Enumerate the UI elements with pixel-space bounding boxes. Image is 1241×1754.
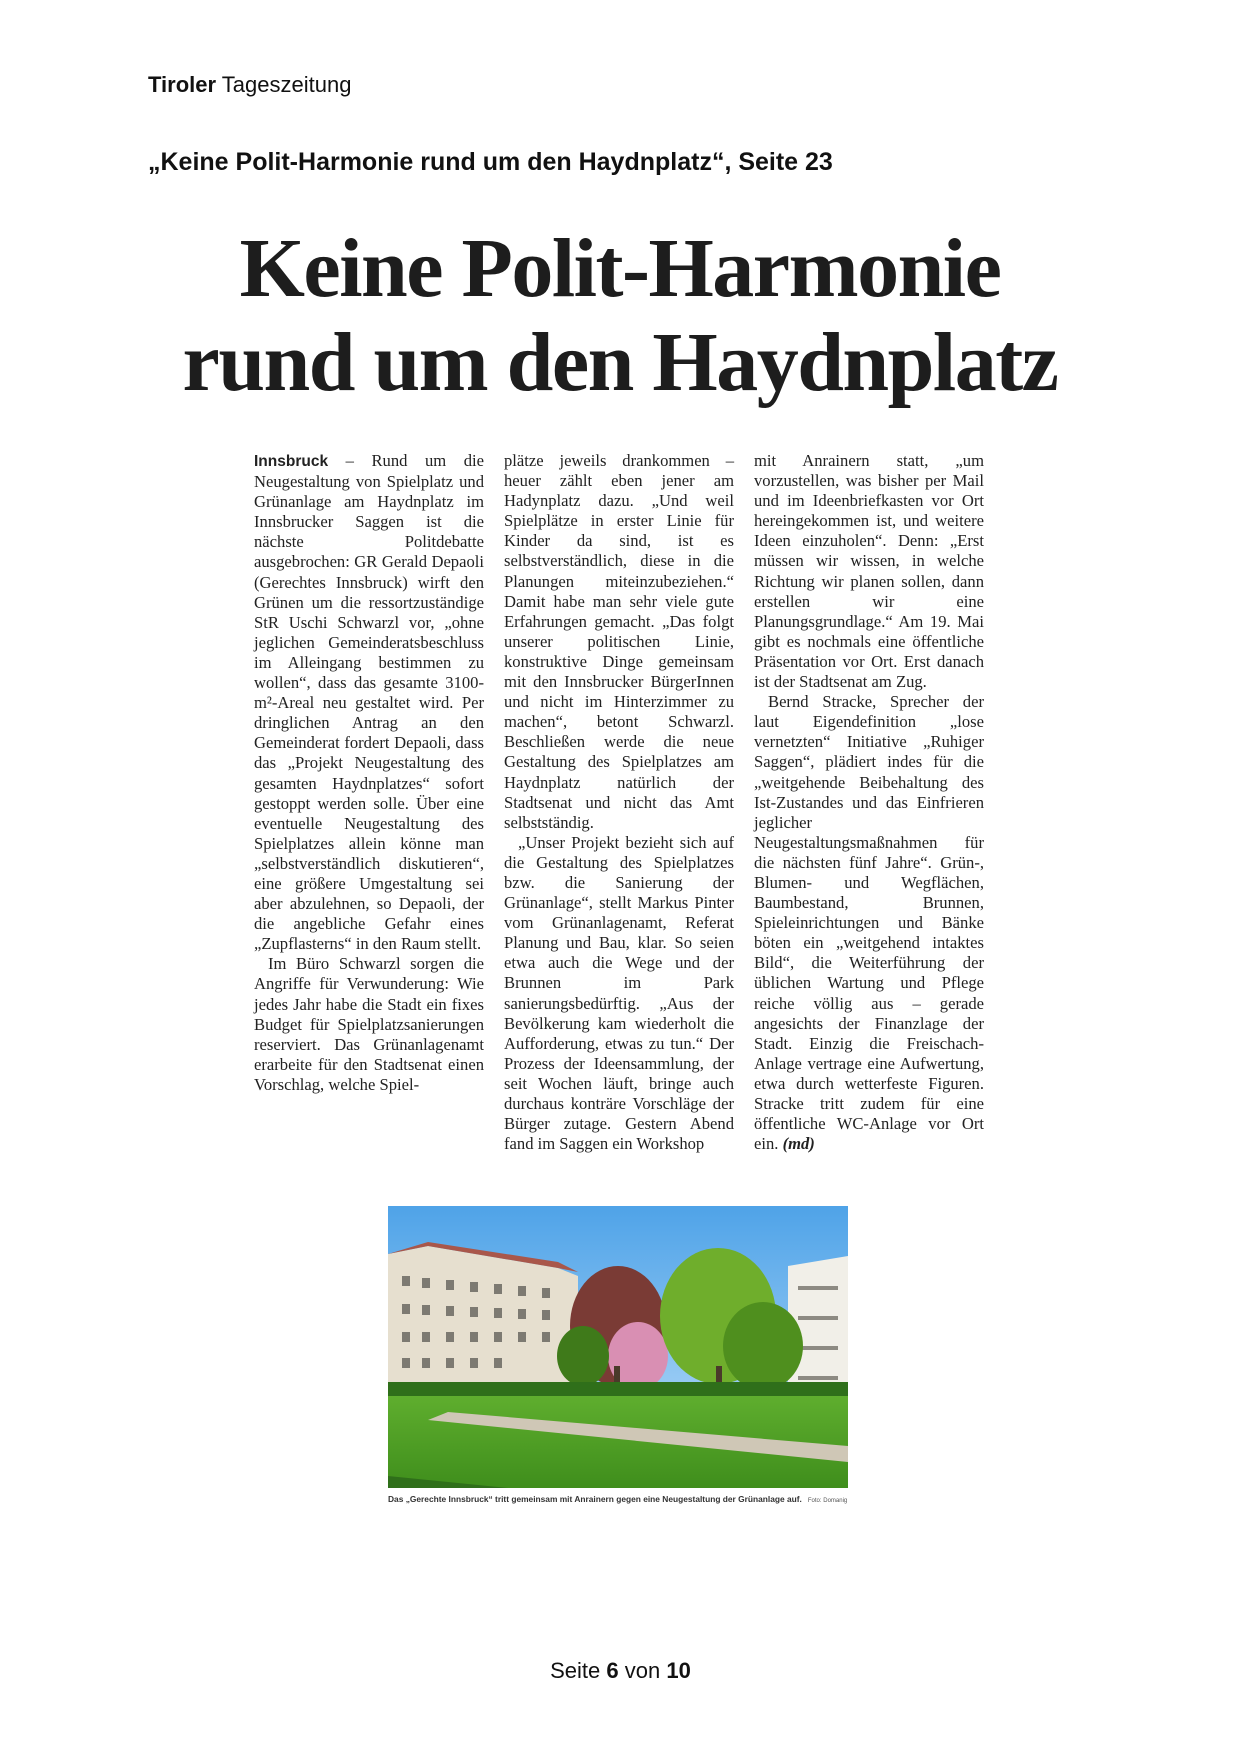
article-photo bbox=[388, 1206, 848, 1488]
publication-name bbox=[148, 72, 351, 98]
document-heading: „Keine Polit-Harmonie rund um den Haydnplatz“, Seite 23 bbox=[148, 148, 833, 176]
footer-prefix: Seite bbox=[550, 1658, 601, 1683]
photo-caption bbox=[388, 1494, 848, 1504]
article-paragraph: plätze jeweils drankommen – heuer zählt eben jener am Hadynplatz dazu. „Und weil Spielplätze in erster Linie für Kinder da sind, ist es selbstverständlich, diese in die Planungen miteinzubeziehen.“ Damit habe man sehr viele gute Erfahrungen gemacht. „Das folgt unserer politischen Linie, konstruktive Dinge gemeinsam mit den Innsbrucker BürgerInnen und nicht im Hinterzimmer zu machen“, betont Schwarzl. Beschließen werde die neue Gestaltung des Spielplatzes am Haydnplatz natürlich der Stadtsenat und nicht das Amt selbstständig. bbox=[504, 451, 734, 832]
article-headline bbox=[150, 222, 1090, 410]
photo-credit: Foto: Domanig bbox=[807, 1498, 848, 1504]
headline-line-1: Keine Polit-Harmonie bbox=[239, 222, 1001, 315]
article-column-3 bbox=[754, 451, 984, 1154]
article-paragraph bbox=[254, 451, 484, 954]
publication-name-rest: Tageszeitung bbox=[221, 72, 352, 97]
paragraph-text: Rund um die Neugestaltung von Spielplatz und Grünanlage am Haydnplatz im Innsbrucker Saggen ist die nächste Politdebatte ausgebrochen: GR Gerald Depaoli (Gerechtes Innsbruck) wirft den Grünen um die ressortzuständige StR Uschi Schwarzl vor, „ohne jeglichen Gemeinderatsbeschluss im Alleingang bestimmen zu wollen“, dass das gesamte 3100-m²-Areal neu gestaltet wird. Per dringlichen Antrag an den Gemeinderat fordert Depaoli, dass das „Projekt Neugestaltung des gesamten Haydnplatzes“ sofort gestoppt werden solle. Über eine eventuelle Neugestaltung des Spielplatzes allein könne man „selbstverständlich diskutieren“, eine größere Umgestaltung sei aber abzulehnen, so Depaoli, der die angebliche Gefahr eines „Zupflasterns“ in den Raum stellt. bbox=[254, 451, 484, 954]
dateline-dash: – bbox=[345, 451, 354, 470]
current-page-number: 6 bbox=[606, 1658, 619, 1683]
footer-middle: von bbox=[624, 1658, 661, 1683]
author-signature: (md) bbox=[782, 1134, 815, 1154]
article-body bbox=[254, 451, 984, 1154]
article-paragraph: „Unser Projekt bezieht sich auf die Gestaltung des Spielplatzes bzw. die Sanierung der Grünanlage“, stellt Markus Pinter vom Grünanlagenamt, Referat Planung und Bau, klar. So seien etwa auch die Wege und der Brunnen im Park sanierungsbedürftig. „Aus der Bevölkerung kam wiederholt die Aufforderung, etwas zu tun.“ Der Prozess der Ideensammlung, der seit Wochen läuft, bringe auch durchaus konträre Vorschläge der Bürger zutage. Gestern Abend fand im Saggen ein Workshop bbox=[504, 832, 734, 1154]
article-column-1 bbox=[254, 451, 484, 1154]
page-footer bbox=[0, 1658, 1241, 1684]
article-paragraph bbox=[754, 692, 984, 1154]
headline-line-2: rund um den Haydnplatz bbox=[182, 316, 1058, 409]
caption-text: Das „Gerechte Innsbruck“ tritt gemeinsam mit Anrainern gegen eine Neugestaltung der Grünanlage auf. bbox=[388, 1494, 802, 1504]
park-photo-illustration bbox=[388, 1206, 848, 1488]
article-column-2 bbox=[504, 451, 734, 1154]
article-paragraph: Im Büro Schwarzl sorgen die Angriffe für Verwunderung: Wie jedes Jahr habe die Stadt ein fixes Budget für Spielplatzsanierungen reserviert. Das Grünanlagenamt erarbeite für den Stadtsenat einen Vorschlag, welche Spiel- bbox=[254, 954, 484, 1094]
paragraph-text: Bernd Stracke, Sprecher der laut Eigendefinition „lose vernetzten“ Initiative „Ruhiger Saggen“, plädiert indes für die „weitgehende Beibehaltung des Ist-Zustandes und das Einfrieren jeglicher Neugestaltungsmaßnahmen für die nächsten fünf Jahre“. Grün-, Blumen- und Wegflächen, Baumbestand, Brunnen, Spieleinrichtungen und Bänke böten ein „weitgehend intaktes Bild“, die Weiterführung der üblichen Wartung und Pflege reiche völlig aus – gerade angesichts der Finanzlage der Stadt. Einzig die Freischach-Anlage vertrage eine Aufwertung, etwa durch wetterfeste Figuren. Stracke tritt zudem für eine öffentliche WC-Anlage vor Ort ein. bbox=[754, 692, 984, 1154]
total-page-count: 10 bbox=[666, 1658, 691, 1683]
dateline: Innsbruck bbox=[254, 453, 329, 470]
publication-name-bold: Tiroler bbox=[148, 72, 217, 97]
article-paragraph: mit Anrainern statt, „um vorzustellen, was bisher per Mail und im Ideenbriefkasten vor Ort hereingekommen ist, und weitere Ideen einzuholen“. Denn: „Erst müssen wir wissen, in welche Richtung wir planen sollen, dann erstellen wir eine Planungsgrundlage.“ Am 19. Mai gibt es nochmals eine öffentliche Präsentation vor Ort. Erst danach ist der Stadtsenat am Zug. bbox=[754, 451, 984, 692]
